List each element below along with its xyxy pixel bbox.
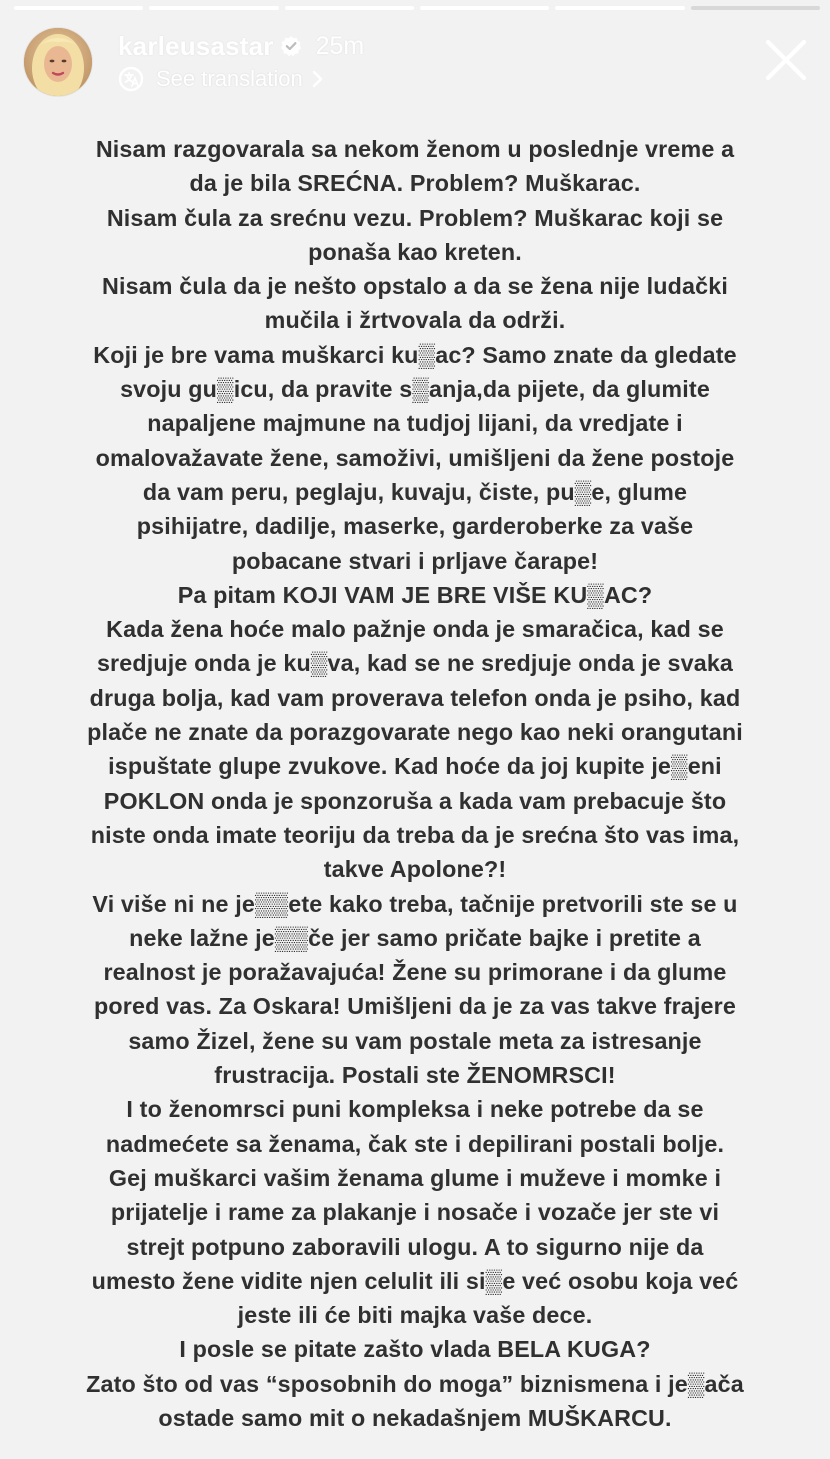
story-text-line: POKLON onda je sponzoruša a kada vam prebacuje što: [103, 787, 727, 814]
story-text-line: realnost je poražavajuća! Žene su primorane i da glume: [103, 959, 727, 986]
story-text-line: da je bila SREĆNA. Problem? Muškarac.: [189, 170, 641, 197]
story-text-line: pored vas. Za Oskara! Umišljeni da je za vas takve frajere: [94, 993, 736, 1020]
story-text-line: prijatelje i rame za plakanje i nosače i vozače jer ste vi: [110, 1199, 720, 1226]
story-text-line: plače ne znate da porazgovarate nego kao neki orangutani: [87, 719, 743, 746]
story-text-line: mučila i žrtvovala da održi.: [264, 307, 566, 334]
post-time: 25m: [315, 31, 365, 60]
story-text-line: samo Žizel, žene su vam postale meta za istresanje: [128, 1027, 702, 1054]
story-text-line: svoju gu▒icu, da pravite s▒anja,da pijete, da glumite: [120, 376, 710, 403]
progress-segment: [285, 6, 414, 10]
story-text-line: umesto žene vidite njen celulit ili si▒e već osobu koja već: [91, 1267, 739, 1294]
story-text-line: I to ženomrsci puni kompleksa i neke potrebe da se: [126, 1096, 704, 1123]
story-text-line: Koji je bre vama muškarci ku▒ac? Samo znate da gledate: [93, 341, 737, 368]
story-text-line: nadmećete sa ženama, čak ste i depilirani postali bolje.: [105, 1130, 725, 1157]
chevron-right-icon: [311, 69, 325, 89]
see-translation-button[interactable]: [118, 64, 325, 94]
verified-badge-icon: [280, 35, 302, 57]
avatar[interactable]: [24, 28, 92, 96]
story-text-line: frustracija. Postali ste ŽENOMRSCI!: [214, 1062, 616, 1089]
story-text-line: druga bolja, kad vam proverava telefon onda je psiho, kad: [89, 684, 741, 711]
progress-segment: [555, 6, 684, 10]
story-text-line: Nisam čula za srećnu vezu. Problem? Muškarac koji se: [106, 204, 724, 231]
close-button[interactable]: [762, 36, 810, 84]
story-text-line: da vam peru, peglaju, kuvaju, čiste, pu▒e, glume: [142, 478, 688, 505]
progress-segment: [149, 6, 278, 10]
see-translation-label[interactable]: See translation: [156, 66, 303, 91]
story-text-line: Nisam razgovarala sa nekom ženom u poslednje vreme a: [95, 136, 735, 162]
story-text-line: ostade samo mit o nekadašnjem MUŠKARCU.: [158, 1404, 672, 1431]
story-text-block: [8, 132, 822, 1435]
story-text-line: Nisam čula da je nešto opstalo a da se žena nije ludački: [102, 273, 728, 300]
story-text-line: psihijatre, dadilje, maserke, garderoberke za vaše: [136, 513, 694, 540]
story-text-line: Kada žena hoće malo pažnje onda je smaračica, kad se: [106, 616, 724, 643]
story-text-line: jeste ili će biti majka vaše dece.: [237, 1302, 593, 1329]
story-text-line: Vi više ni ne je▒▒ete kako treba, tačnije pretvorili ste se u: [92, 890, 738, 917]
story-text-line: Gej muškarci vašim ženama glume i muževe i momke i: [108, 1164, 722, 1191]
story-progress-bar: [14, 6, 820, 10]
story-text-line: niste onda imate teoriju da treba da je srećna što vas ima,: [90, 821, 740, 848]
story-text-line: sredjuje onda je ku▒va, kad se ne sredjuje onda je svaka: [96, 650, 734, 677]
story-text-line: Pa pitam KOJI VAM JE BRE VIŠE KU▒AC?: [177, 581, 653, 608]
username[interactable]: karleusastar: [118, 30, 274, 61]
story-text-line: ispuštate glupe zvukove. Kad hoće da joj kupite je▒eni: [108, 753, 722, 780]
story-text-line: ponaša kao kreten.: [308, 238, 522, 265]
progress-segment: [14, 6, 143, 10]
story-text-line: Zato što od vas “sposobnih do moga” biznismena i je▒ača: [86, 1370, 744, 1397]
story-text-line: takve Apolone?!: [323, 856, 507, 883]
story-text-line: strejt potpuno zaboravili ulogu. A to sigurno nije da: [126, 1233, 704, 1260]
avatar-portrait-icon: [24, 28, 92, 96]
story-header: [24, 28, 812, 98]
story-text-line: I posle se pitate zašto vlada BELA KUGA?: [179, 1336, 651, 1363]
progress-segment: [420, 6, 549, 10]
translate-icon: [118, 66, 144, 92]
username-row: [118, 30, 364, 62]
progress-segment-current: [691, 6, 820, 10]
story-text-line: neke lažne je▒▒če jer samo pričate bajke i pretite a: [129, 924, 701, 951]
story-text-line: pobacane stvari i prljave čarape!: [231, 547, 599, 574]
close-icon: [762, 36, 810, 84]
story-text-line: omalovažavate žene, samoživi, umišljeni da žene postoje: [95, 444, 735, 471]
story-text-line: napaljene majmune na tudjoj lijani, da vredjate i: [147, 410, 683, 437]
